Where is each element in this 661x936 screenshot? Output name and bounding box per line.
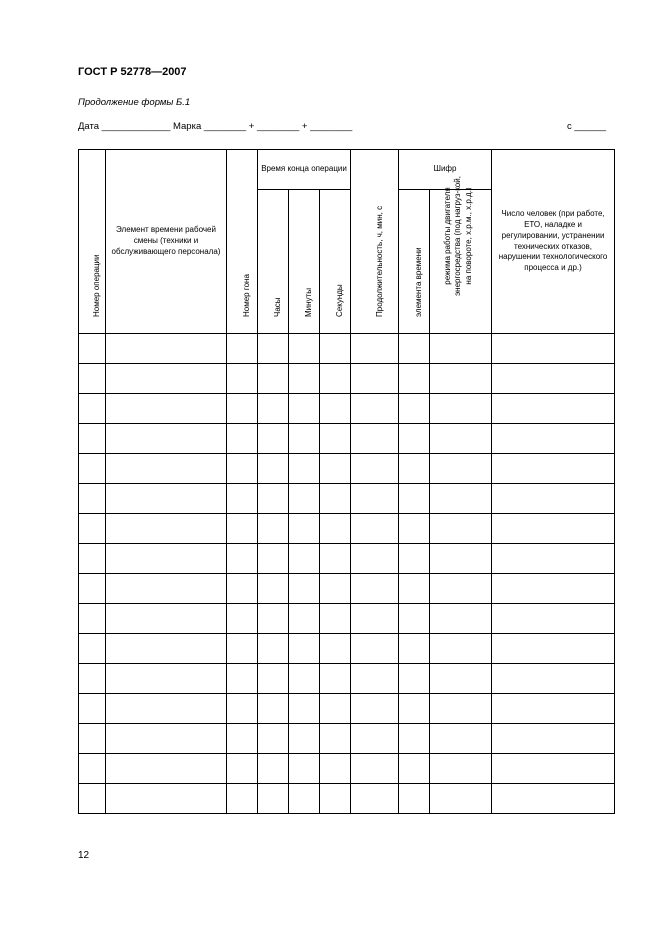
table-cell[interactable] bbox=[258, 724, 289, 754]
table-cell[interactable] bbox=[399, 484, 430, 514]
table-cell[interactable] bbox=[492, 634, 615, 664]
table-cell[interactable] bbox=[289, 664, 320, 694]
table-cell[interactable] bbox=[351, 784, 399, 814]
table-cell[interactable] bbox=[320, 784, 351, 814]
table-cell[interactable] bbox=[399, 544, 430, 574]
table-cell[interactable] bbox=[492, 484, 615, 514]
table-cell[interactable] bbox=[106, 604, 227, 634]
table-cell[interactable] bbox=[430, 514, 492, 544]
table-cell[interactable] bbox=[351, 514, 399, 544]
table-cell[interactable] bbox=[492, 754, 615, 784]
table-cell[interactable] bbox=[106, 334, 227, 364]
table-cell[interactable] bbox=[399, 604, 430, 634]
table-row bbox=[79, 364, 615, 394]
table-cell[interactable] bbox=[289, 784, 320, 814]
table-cell[interactable] bbox=[289, 484, 320, 514]
table-row bbox=[79, 694, 615, 724]
table-cell[interactable] bbox=[258, 364, 289, 394]
table-row bbox=[79, 484, 615, 514]
table-cell[interactable] bbox=[258, 664, 289, 694]
table-cell[interactable] bbox=[399, 364, 430, 394]
table-cell[interactable] bbox=[320, 544, 351, 574]
table-cell[interactable] bbox=[399, 784, 430, 814]
header-end-time: Время конца операции bbox=[258, 150, 351, 190]
table-cell[interactable] bbox=[227, 514, 258, 544]
table-cell[interactable] bbox=[430, 334, 492, 364]
table-cell[interactable] bbox=[258, 754, 289, 784]
table-cell[interactable] bbox=[351, 694, 399, 724]
header-code-element: элемента времени bbox=[399, 190, 430, 334]
table-cell[interactable] bbox=[106, 724, 227, 754]
table-cell[interactable] bbox=[492, 544, 615, 574]
table-cell[interactable] bbox=[258, 634, 289, 664]
table-cell[interactable] bbox=[258, 694, 289, 724]
table-cell[interactable] bbox=[399, 634, 430, 664]
table-cell[interactable] bbox=[79, 574, 106, 604]
table-cell[interactable] bbox=[430, 424, 492, 454]
table-cell[interactable] bbox=[492, 334, 615, 364]
table-cell[interactable] bbox=[399, 664, 430, 694]
header-hours: Часы bbox=[258, 190, 289, 334]
table-cell[interactable] bbox=[351, 424, 399, 454]
table-cell[interactable] bbox=[79, 334, 106, 364]
table-cell[interactable] bbox=[430, 364, 492, 394]
table-cell[interactable] bbox=[258, 334, 289, 364]
header-code-engine-mode: режима работы двигателя энергосредства (под нагруз-кой, на повороте, х.р.м., х.р.д.) bbox=[430, 190, 492, 334]
table-cell[interactable] bbox=[258, 544, 289, 574]
table-cell[interactable] bbox=[430, 394, 492, 424]
table-cell[interactable] bbox=[492, 364, 615, 394]
table-cell[interactable] bbox=[351, 754, 399, 784]
header-seconds: Секунды bbox=[320, 190, 351, 334]
table-cell[interactable] bbox=[289, 454, 320, 484]
table-cell[interactable] bbox=[320, 604, 351, 634]
table-cell[interactable] bbox=[351, 484, 399, 514]
table-cell[interactable] bbox=[106, 754, 227, 784]
page-number: 12 bbox=[78, 850, 90, 861]
header-operation-number: Номер операции bbox=[79, 150, 106, 334]
table-cell[interactable] bbox=[430, 574, 492, 604]
table-cell[interactable] bbox=[289, 334, 320, 364]
table-cell[interactable] bbox=[399, 754, 430, 784]
table-cell[interactable] bbox=[227, 754, 258, 784]
table-cell[interactable] bbox=[351, 544, 399, 574]
table-cell[interactable] bbox=[79, 724, 106, 754]
table-cell[interactable] bbox=[106, 364, 227, 394]
table-cell[interactable] bbox=[79, 754, 106, 784]
table-cell[interactable] bbox=[289, 394, 320, 424]
table-cell[interactable] bbox=[106, 664, 227, 694]
table-row bbox=[79, 664, 615, 694]
table-cell[interactable] bbox=[106, 514, 227, 544]
table-cell[interactable] bbox=[289, 694, 320, 724]
table-cell[interactable] bbox=[258, 514, 289, 544]
table-row bbox=[79, 334, 615, 364]
table-cell[interactable] bbox=[320, 514, 351, 544]
table-cell[interactable] bbox=[79, 424, 106, 454]
table-cell[interactable] bbox=[399, 424, 430, 454]
table-cell[interactable] bbox=[430, 454, 492, 484]
header-time-element: Элемент времени рабочей смены (техники и обслуживающего персонала) bbox=[106, 150, 227, 334]
table-cell[interactable] bbox=[320, 634, 351, 664]
table-cell[interactable] bbox=[351, 574, 399, 604]
table-row bbox=[79, 634, 615, 664]
table-cell[interactable] bbox=[289, 424, 320, 454]
table-cell[interactable] bbox=[320, 664, 351, 694]
timing-form-table bbox=[78, 149, 615, 814]
table-cell[interactable] bbox=[320, 724, 351, 754]
table-cell[interactable] bbox=[106, 454, 227, 484]
table-cell[interactable] bbox=[399, 394, 430, 424]
table-cell[interactable] bbox=[79, 634, 106, 664]
table-cell[interactable] bbox=[106, 784, 227, 814]
table-cell[interactable] bbox=[227, 604, 258, 634]
table-cell[interactable] bbox=[258, 784, 289, 814]
table-cell[interactable] bbox=[430, 604, 492, 634]
table-cell[interactable] bbox=[106, 574, 227, 604]
table-row bbox=[79, 724, 615, 754]
table-cell[interactable] bbox=[320, 424, 351, 454]
table-cell[interactable] bbox=[289, 604, 320, 634]
table-cell[interactable] bbox=[289, 544, 320, 574]
table-cell[interactable] bbox=[399, 514, 430, 544]
table-cell[interactable] bbox=[492, 514, 615, 544]
table-cell[interactable] bbox=[399, 334, 430, 364]
table-row bbox=[79, 544, 615, 574]
table-cell[interactable] bbox=[289, 724, 320, 754]
table-cell[interactable] bbox=[430, 754, 492, 784]
table-cell[interactable] bbox=[227, 424, 258, 454]
table-cell[interactable] bbox=[106, 694, 227, 724]
table-cell[interactable] bbox=[227, 724, 258, 754]
table-cell[interactable] bbox=[106, 394, 227, 424]
table-cell[interactable] bbox=[430, 544, 492, 574]
header-duration: Продолжительность, ч, мин, с bbox=[351, 150, 399, 334]
header-run-number: Номер гона bbox=[227, 150, 258, 334]
table-cell[interactable] bbox=[320, 754, 351, 784]
table-cell[interactable] bbox=[289, 364, 320, 394]
table-cell[interactable] bbox=[320, 334, 351, 364]
table-cell[interactable] bbox=[399, 724, 430, 754]
table-cell[interactable] bbox=[258, 484, 289, 514]
table-cell[interactable] bbox=[227, 364, 258, 394]
table-cell[interactable] bbox=[289, 634, 320, 664]
table-cell[interactable] bbox=[492, 424, 615, 454]
table-row bbox=[79, 454, 615, 484]
table-row bbox=[79, 514, 615, 544]
table-cell[interactable] bbox=[106, 484, 227, 514]
table-cell[interactable] bbox=[258, 454, 289, 484]
date-brand-line: Дата _____________ Марка ________ + ________ + ________ bbox=[78, 121, 353, 132]
header-code: Шифр bbox=[399, 150, 492, 190]
table-cell[interactable] bbox=[227, 394, 258, 424]
header-minutes: Минуты bbox=[289, 190, 320, 334]
table-cell[interactable] bbox=[320, 364, 351, 394]
table-row bbox=[79, 424, 615, 454]
table-cell[interactable] bbox=[320, 574, 351, 604]
table-cell[interactable] bbox=[351, 604, 399, 634]
table-cell[interactable] bbox=[289, 514, 320, 544]
sheet-counter: с ______ bbox=[567, 121, 607, 132]
table-cell[interactable] bbox=[351, 634, 399, 664]
table-cell[interactable] bbox=[79, 484, 106, 514]
table-cell[interactable] bbox=[430, 484, 492, 514]
table-cell[interactable] bbox=[106, 634, 227, 664]
table-cell[interactable] bbox=[258, 604, 289, 634]
header-people-count: Число человек (при работе, ЕТО, наладке и регулировании, устранении технических отказов, нарушении технологического процесса и др.) bbox=[492, 150, 615, 334]
table-cell[interactable] bbox=[227, 634, 258, 664]
table-cell[interactable] bbox=[79, 604, 106, 634]
table-cell[interactable] bbox=[106, 424, 227, 454]
table-cell[interactable] bbox=[430, 694, 492, 724]
table-row bbox=[79, 784, 615, 814]
table-cell[interactable] bbox=[492, 724, 615, 754]
table-cell[interactable] bbox=[79, 784, 106, 814]
table-cell[interactable] bbox=[399, 454, 430, 484]
table-row bbox=[79, 754, 615, 784]
table-row bbox=[79, 574, 615, 604]
table-cell[interactable] bbox=[227, 694, 258, 724]
table-cell[interactable] bbox=[351, 364, 399, 394]
table-cell[interactable] bbox=[79, 664, 106, 694]
table-cell[interactable] bbox=[351, 664, 399, 694]
table-cell[interactable] bbox=[320, 694, 351, 724]
table-cell[interactable] bbox=[79, 544, 106, 574]
table-cell[interactable] bbox=[289, 754, 320, 784]
table-cell[interactable] bbox=[289, 574, 320, 604]
table-cell[interactable] bbox=[79, 514, 106, 544]
table-cell[interactable] bbox=[258, 574, 289, 604]
table-cell[interactable] bbox=[227, 454, 258, 484]
table-cell[interactable] bbox=[399, 574, 430, 604]
table-cell[interactable] bbox=[351, 454, 399, 484]
table-cell[interactable] bbox=[320, 454, 351, 484]
table-cell[interactable] bbox=[258, 394, 289, 424]
table-cell[interactable] bbox=[106, 544, 227, 574]
table-cell[interactable] bbox=[492, 454, 615, 484]
table-row bbox=[79, 604, 615, 634]
table-cell[interactable] bbox=[351, 334, 399, 364]
table-cell[interactable] bbox=[430, 634, 492, 664]
table-cell[interactable] bbox=[492, 604, 615, 634]
table-cell[interactable] bbox=[351, 394, 399, 424]
table-cell[interactable] bbox=[492, 694, 615, 724]
table-cell[interactable] bbox=[492, 574, 615, 604]
table-cell[interactable] bbox=[227, 544, 258, 574]
table-cell[interactable] bbox=[227, 574, 258, 604]
table-cell[interactable] bbox=[227, 664, 258, 694]
table-cell[interactable] bbox=[227, 484, 258, 514]
table-cell[interactable] bbox=[492, 664, 615, 694]
table-body bbox=[79, 334, 615, 814]
document-title: ГОСТ Р 52778—2007 bbox=[78, 66, 187, 78]
table-cell[interactable] bbox=[258, 424, 289, 454]
table-cell[interactable] bbox=[79, 694, 106, 724]
table-cell[interactable] bbox=[430, 784, 492, 814]
table-cell[interactable] bbox=[320, 394, 351, 424]
table-cell[interactable] bbox=[430, 664, 492, 694]
table-cell[interactable] bbox=[492, 784, 615, 814]
table-cell[interactable] bbox=[430, 724, 492, 754]
table-cell[interactable] bbox=[399, 694, 430, 724]
table-cell[interactable] bbox=[79, 364, 106, 394]
form-continuation-caption: Продолжение формы Б.1 bbox=[78, 97, 191, 108]
table-cell[interactable] bbox=[79, 454, 106, 484]
table-cell[interactable] bbox=[351, 724, 399, 754]
table-cell[interactable] bbox=[492, 394, 615, 424]
table-cell[interactable] bbox=[227, 334, 258, 364]
table-cell[interactable] bbox=[79, 394, 106, 424]
table-cell[interactable] bbox=[320, 484, 351, 514]
table-row bbox=[79, 394, 615, 424]
table-cell[interactable] bbox=[227, 784, 258, 814]
